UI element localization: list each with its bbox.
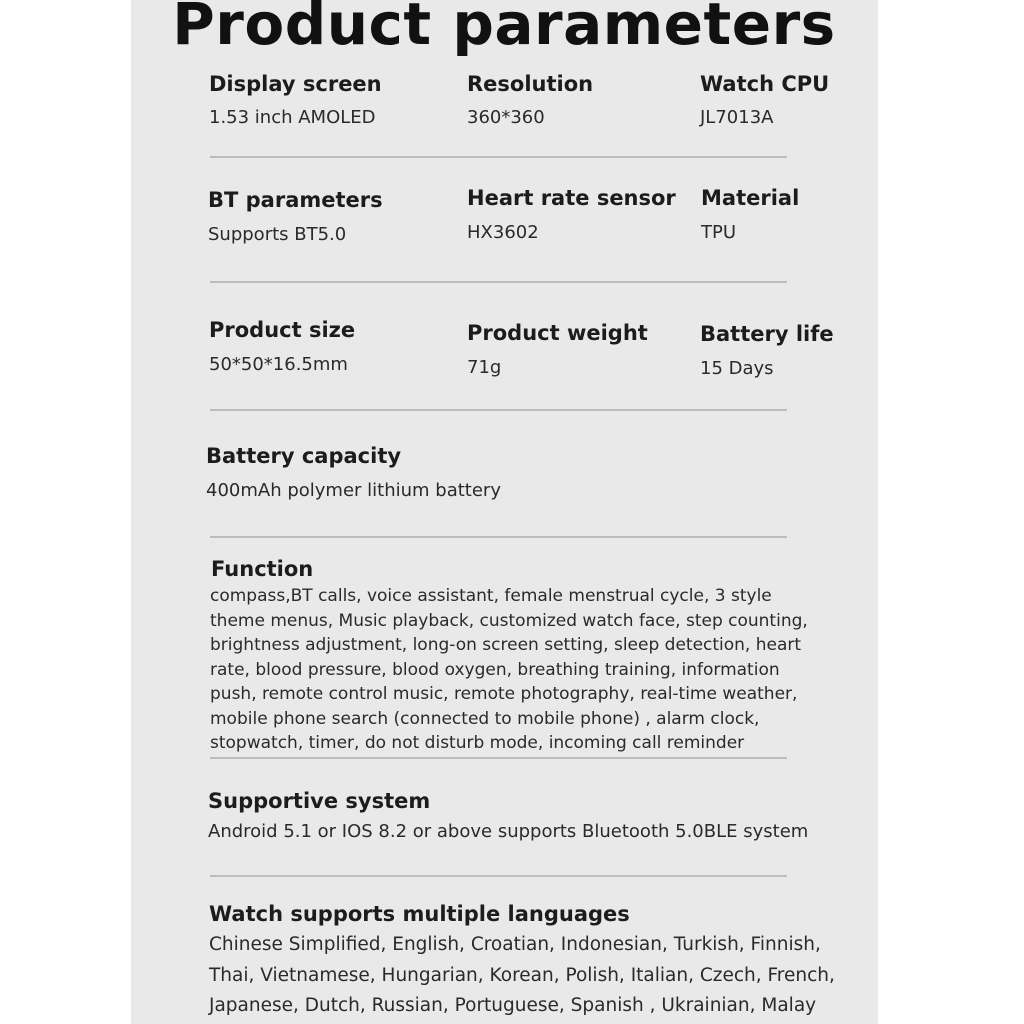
spec-value-product-size: 50*50*16.5mm <box>209 354 348 375</box>
spec-label-product-weight: Product weight <box>467 321 648 345</box>
battery-capacity-label: Battery capacity <box>206 444 402 468</box>
divider <box>210 409 787 411</box>
spec-label-product-size: Product size <box>209 318 356 342</box>
function-description: compass,BT calls, voice assistant, female menstrual cycle, 3 style theme menus, Music playback, customized watch face, step counting, brightness adjustment, long-on screen setting, sleep detection, heart rate, blood pressure, blood oxygen, breathing training, information push, remote control music, remote photography, real-time weather, mobile phone search (connected to mobile phone) , alarm clock, stopwatch, timer, do not disturb mode, incoming call reminder <box>210 586 808 753</box>
spec-label-display-screen: Display screen <box>209 72 382 96</box>
page-title: Product parameters <box>172 0 836 58</box>
function-label: Function <box>211 557 314 581</box>
spec-value-material: TPU <box>701 222 737 243</box>
spec-label-bt-parameters: BT parameters <box>208 188 383 212</box>
supportive-system-label: Supportive system <box>208 789 431 813</box>
spec-value-bt-parameters: Supports BT5.0 <box>208 224 347 245</box>
content-panel <box>131 0 878 1024</box>
divider <box>210 281 787 283</box>
spec-value-display-screen: 1.53 inch AMOLED <box>209 107 376 128</box>
spec-label-battery-life: Battery life <box>700 322 834 346</box>
languages-list: Chinese Simplified, English, Croatian, Indonesian, Turkish, Finnish, Thai, Vietnamese, Hungarian, Korean, Polish, Italian, Czech, French, Japanese, Dutch, Russian, Portuguese, Spanish , Ukrainian, Malay <box>209 934 835 1016</box>
divider <box>210 536 787 538</box>
spec-value-heart-rate-sensor: HX3602 <box>467 222 539 243</box>
spec-value-product-weight: 71g <box>467 357 502 378</box>
spec-value-battery-life: 15 Days <box>700 358 774 379</box>
divider <box>210 875 787 877</box>
spec-label-resolution: Resolution <box>467 72 594 96</box>
battery-capacity-value: 400mAh polymer lithium battery <box>206 480 501 501</box>
spec-label-heart-rate-sensor: Heart rate sensor <box>467 186 676 210</box>
divider <box>210 757 787 759</box>
supportive-system-value: Android 5.1 or IOS 8.2 or above supports Bluetooth 5.0BLE system <box>208 821 809 842</box>
spec-value-resolution: 360*360 <box>467 107 545 128</box>
spec-label-material: Material <box>701 186 800 210</box>
divider <box>210 156 787 158</box>
spec-value-watch-cpu: JL7013A <box>700 107 774 128</box>
languages-label: Watch supports multiple languages <box>209 902 630 926</box>
spec-label-watch-cpu: Watch CPU <box>700 72 830 96</box>
